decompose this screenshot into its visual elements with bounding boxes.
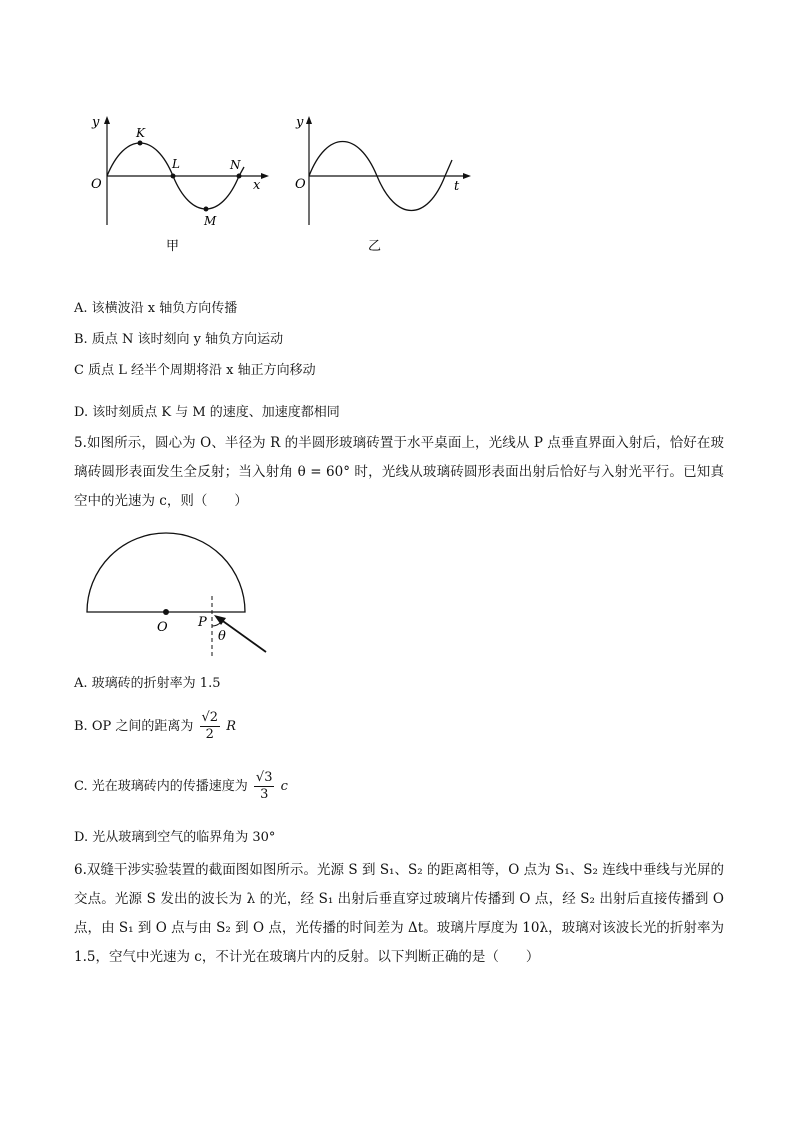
point-l-label: L <box>172 157 180 171</box>
option-letter: B. <box>74 719 88 734</box>
option-letter: D. <box>74 405 89 420</box>
fraction-denominator: 3 <box>260 787 269 802</box>
option-text: 该横波沿 x 轴负方向传播 <box>91 301 238 316</box>
fraction-denominator: 2 <box>205 727 214 742</box>
q5-option-c <box>74 770 288 804</box>
point-n-dot <box>237 174 242 179</box>
point-m-label: M <box>204 214 217 228</box>
angle-theta-label: θ <box>218 629 226 644</box>
right-origin-label: O <box>295 177 306 192</box>
option-text: 光从玻璃到空气的临界角为 30° <box>92 830 276 845</box>
q5-option-b <box>74 710 236 744</box>
left-origin-label: O <box>91 177 102 192</box>
point-l-dot <box>171 174 176 179</box>
option-text: 质点 N 该时刻向 y 轴负方向运动 <box>91 332 284 347</box>
fraction-numerator: √2 <box>201 710 219 725</box>
vibration-time-graph <box>295 115 471 254</box>
left-y-label: y <box>92 115 100 130</box>
q5-option-d <box>74 829 275 847</box>
option-letter: A. <box>74 301 88 316</box>
left-caption: 甲 <box>166 239 180 254</box>
right-y-label: y <box>296 115 304 130</box>
option-letter: C <box>74 363 84 378</box>
semicircle-glass-figure <box>80 526 280 656</box>
left-x-label: x <box>253 178 261 193</box>
fraction-sqrt3-over-3 <box>254 770 275 803</box>
option-text: OP 之间的距离为 <box>91 719 194 734</box>
q5-option-a <box>74 675 220 693</box>
right-caption: 乙 <box>368 239 382 254</box>
q4-option-c <box>74 362 316 380</box>
center-o-label: O <box>157 620 168 635</box>
option-letter: B. <box>74 332 88 347</box>
option-tail: R <box>226 719 237 734</box>
point-k-label: K <box>136 126 145 140</box>
point-p-label: P <box>198 615 207 630</box>
fraction-sqrt2-over-2 <box>200 710 221 743</box>
q6-stem: 6.双缝干涉实验装置的截面图如图所示。光源 S 到 S₁、S₂ 的距离相等，O 点为 S₁、S₂ 连线中垂线与光屏的交点。光源 S 发出的波长为 λ 的光，经 S₁ 出射后垂直穿过玻璃片传播到 O 点，经 S₂ 出射后直接传播到 O 点，由 S₁ 到 O 点与由 S₂ 到 O 点，光传播的时间差为 Δt。玻璃片厚度为 10λ，玻璃对该波长光的折射率为 1.5，空气中光速为 c，不计光在玻璃片内的反射。以下判断正确的是（ ） <box>74 862 724 965</box>
option-letter: D. <box>74 830 89 845</box>
point-m-dot <box>204 207 209 212</box>
q4-option-d <box>74 404 340 422</box>
q4-option-a <box>74 300 237 318</box>
fraction-numerator: √3 <box>255 770 273 785</box>
right-x-label: t <box>454 179 460 194</box>
option-tail: c <box>280 779 288 794</box>
center-o-dot <box>163 609 169 615</box>
option-text: 质点 L 经半个周期将沿 x 轴正方向移动 <box>88 363 316 378</box>
wave-position-graph <box>91 115 269 254</box>
option-text: 光在玻璃砖内的传播速度为 <box>91 779 248 794</box>
option-letter: A. <box>74 676 88 691</box>
option-text: 该时刻质点 K 与 M 的速度、加速度都相同 <box>92 405 340 420</box>
q4-option-b <box>74 331 283 349</box>
option-text: 玻璃砖的折射率为 1.5 <box>91 676 221 691</box>
option-letter: C. <box>74 779 88 794</box>
q5-stem: 5.如图所示，圆心为 O、半径为 R 的半圆形玻璃砖置于水平桌面上，光线从 P 点垂直界面入射后，恰好在玻璃砖圆形表面发生全反射；当入射角 θ = 60° 时，光线从玻璃砖圆形表面出射后恰好与入射光平行。已知真空中的光速为 c，则（ ） <box>74 435 724 509</box>
point-k-dot <box>138 141 143 146</box>
point-n-label: N <box>230 158 241 172</box>
wave-figures <box>80 110 480 260</box>
